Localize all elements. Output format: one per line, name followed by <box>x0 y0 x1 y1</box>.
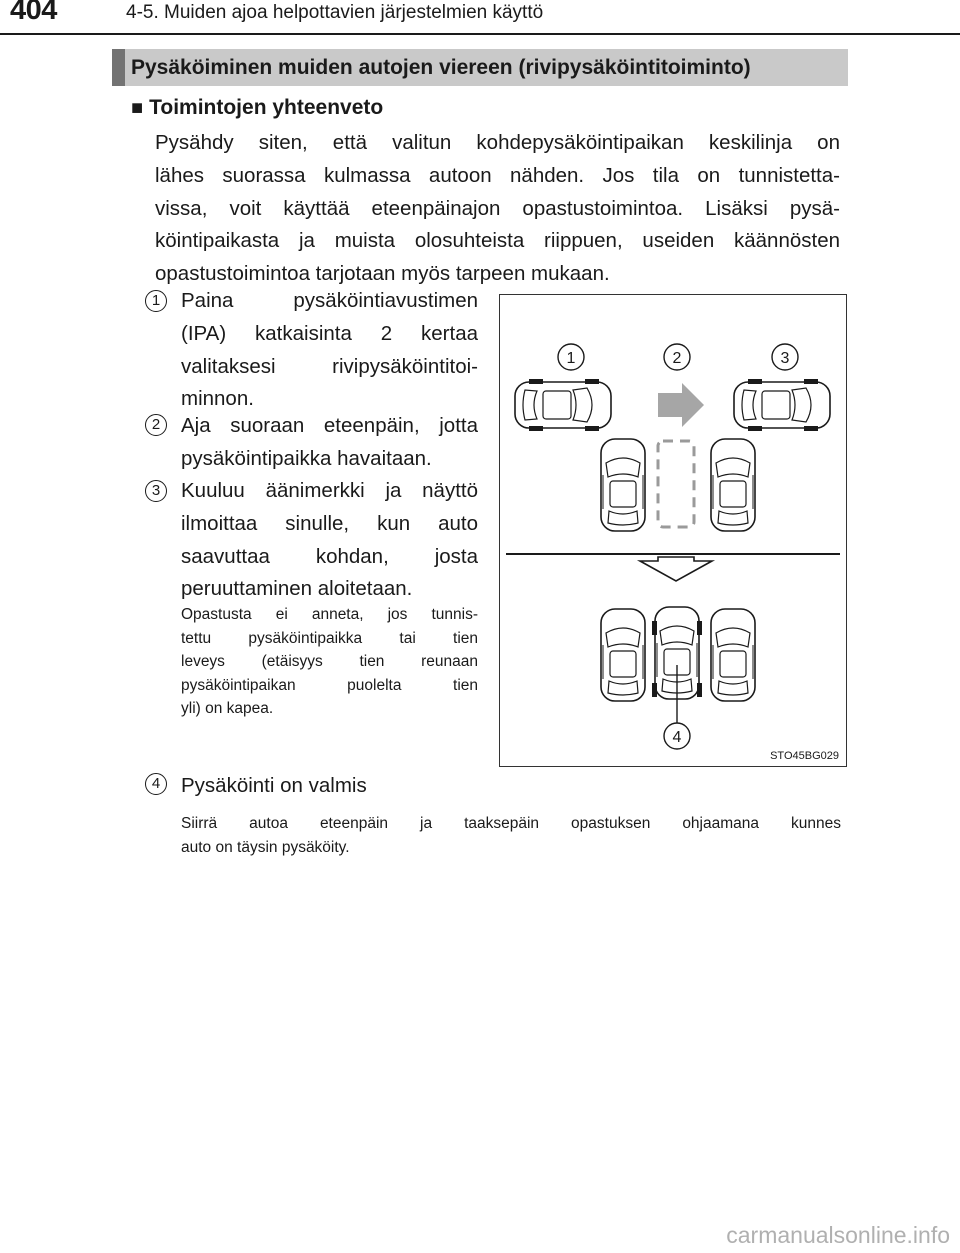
step-3-note-line: yli) on kapea. <box>181 700 274 717</box>
label-3-text: 3 <box>780 350 790 367</box>
step-2-line: Aja suoraan eteenpäin, jotta <box>181 414 478 437</box>
intro-line: lähes suorassa kulmassa autoon nähden. Jos tila on tunnistetta- <box>155 163 840 187</box>
label-1 <box>558 344 584 370</box>
step-3-line: Kuuluu äänimerkki ja näyttö <box>181 479 478 502</box>
section-title: Pysäköiminen muiden autojen viereen (rivipysäköintitoiminto) <box>131 56 751 79</box>
down-arrow-icon <box>640 557 712 581</box>
moving-car-start <box>515 379 611 431</box>
step-3-note <box>181 603 478 721</box>
step-1-line: Paina pysäköintiavustimen <box>181 289 478 312</box>
subheading <box>131 96 383 120</box>
section-header-bar <box>112 49 125 86</box>
step-1-badge: 1 <box>145 290 167 312</box>
intro-paragraph <box>155 127 840 291</box>
square-bullet-icon: ■ <box>131 97 144 119</box>
watermark: carmanualsonline.info <box>726 1222 950 1248</box>
step-2-text <box>181 410 478 476</box>
label-2-text: 2 <box>672 350 682 367</box>
intro-line: opastustoimintoa tarjotaan myös tarpeen mukaan. <box>155 262 610 286</box>
parked-car-left-upper <box>601 439 645 531</box>
step-1-line: minnon. <box>181 387 254 411</box>
label-3 <box>772 344 798 370</box>
step-4-note-line: Siirrä autoa eteenpäin ja taaksepäin opastuksen ohjaamana kunnes <box>181 815 841 832</box>
step-3-line: saavuttaa kohdan, josta <box>181 544 478 568</box>
step-1-text <box>181 285 478 416</box>
section-header <box>112 49 848 86</box>
parked-car-left-lower <box>601 609 645 701</box>
step-1-line: valitaksesi rivipysäköintitoi- <box>181 354 478 378</box>
parked-car-right-upper <box>711 439 755 531</box>
header-rule <box>0 33 960 35</box>
intro-line: Pysähdy siten, että valitun kohdepysäköintipaikan keskilinja on <box>155 131 840 154</box>
intro-line: vissa, voit käyttää eteenpäinajon opastustoimintoa. Lisäksi pysä- <box>155 196 840 220</box>
step-4-note <box>181 812 841 859</box>
step-4-badge: 4 <box>145 773 167 795</box>
step-3-line: ilmoittaa sinulle, kun auto <box>181 511 478 535</box>
step-3-note-line: leveys (etäisyys tien reunaan <box>181 653 478 670</box>
step-1-line: (IPA) katkaisinta 2 kertaa <box>181 321 478 345</box>
step-3-line: peruuttaminen aloitetaan. <box>181 577 413 601</box>
step-3-text <box>181 475 478 606</box>
step-3-note-line: pysäköintipaikan puolelta tien <box>181 676 478 694</box>
parked-car-right-lower <box>711 609 755 701</box>
step-2-badge: 2 <box>145 414 167 436</box>
page-number: 404 <box>10 0 57 26</box>
step-4-note-line: auto on täysin pysäköity. <box>181 838 350 856</box>
step-4-text: Pysäköinti on valmis <box>181 774 367 797</box>
label-4 <box>664 723 690 749</box>
step-3-badge: 3 <box>145 480 167 502</box>
forward-arrow-icon <box>658 383 704 427</box>
parking-illustration <box>499 294 847 767</box>
label-2 <box>664 344 690 370</box>
step-3-note-line: Opastusta ei anneta, jos tunnis- <box>181 606 478 623</box>
parking-diagram-svg <box>500 295 848 768</box>
label-1-text: 1 <box>566 350 576 367</box>
subheading-text: Toimintojen yhteenveto <box>149 96 384 119</box>
step-2-line: pysäköintipaikka havaitaan. <box>181 446 432 470</box>
moving-car-end <box>734 379 830 431</box>
target-parking-space <box>658 441 694 527</box>
figure-code: STO45BG029 <box>770 750 839 762</box>
label-4-text: 4 <box>672 729 682 746</box>
step-3-note-line: tettu pysäköintipaikka tai tien <box>181 629 478 647</box>
chapter-title: 4-5. Muiden ajoa helpottavien järjestelmien käyttö <box>126 2 544 23</box>
intro-line: köintipaikasta ja muista olosuhteista riippuen, useiden käännösten <box>155 229 840 253</box>
